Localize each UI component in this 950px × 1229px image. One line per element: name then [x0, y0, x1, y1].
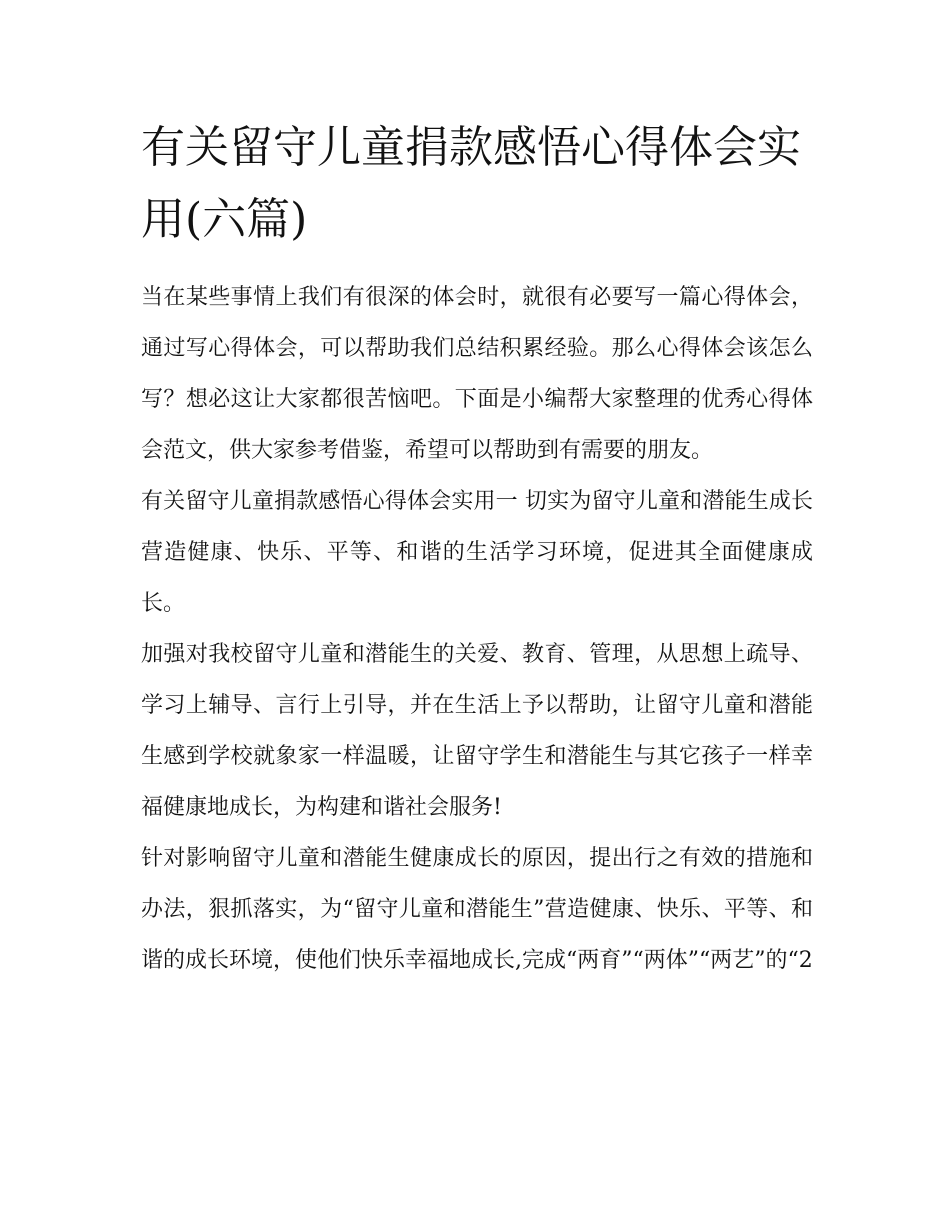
document-page	[141, 112, 813, 986]
measures-paragraph: 针对影响留守儿童和潜能生健康成长的原因，提出行之有效的措施和办法，狠抓落实，为“留守儿童和潜能生”营造健康、快乐、平等、和谐的成长环境，使他们快乐幸福地成长,完成“两育”“两体”“两艺”的“2	[141, 846, 813, 973]
section-one-paragraph: 有关留守儿童捐款感悟心得体会实用一 切实为留守儿童和潜能生成长营造健康、快乐、平等、和谐的生活学习环境，促进其全面健康成长。	[141, 489, 813, 616]
care-paragraph: 加强对我校留守儿童和潜能生的关爱、教育、管理，从思想上疏导、学习上辅导、言行上引导，并在生活上予以帮助，让留守儿童和潜能生感到学校就象家一样温暖，让留守学生和潜能生与其它孩子一样幸福健康地成长，为构建和谐社会服务!	[141, 642, 813, 820]
document-title: 有关留守儿童捐款感悟心得体会实用(六篇)	[141, 122, 801, 245]
intro-paragraph: 当在某些事情上我们有很深的体会时，就很有必要写一篇心得体会，通过写心得体会，可以帮助我们总结积累经验。那么心得体会该怎么写？想必这让大家都很苦恼吧。下面是小编帮大家整理的优秀心得体会范文，供大家参考借鉴，希望可以帮助到有需要的朋友。	[141, 285, 813, 463]
